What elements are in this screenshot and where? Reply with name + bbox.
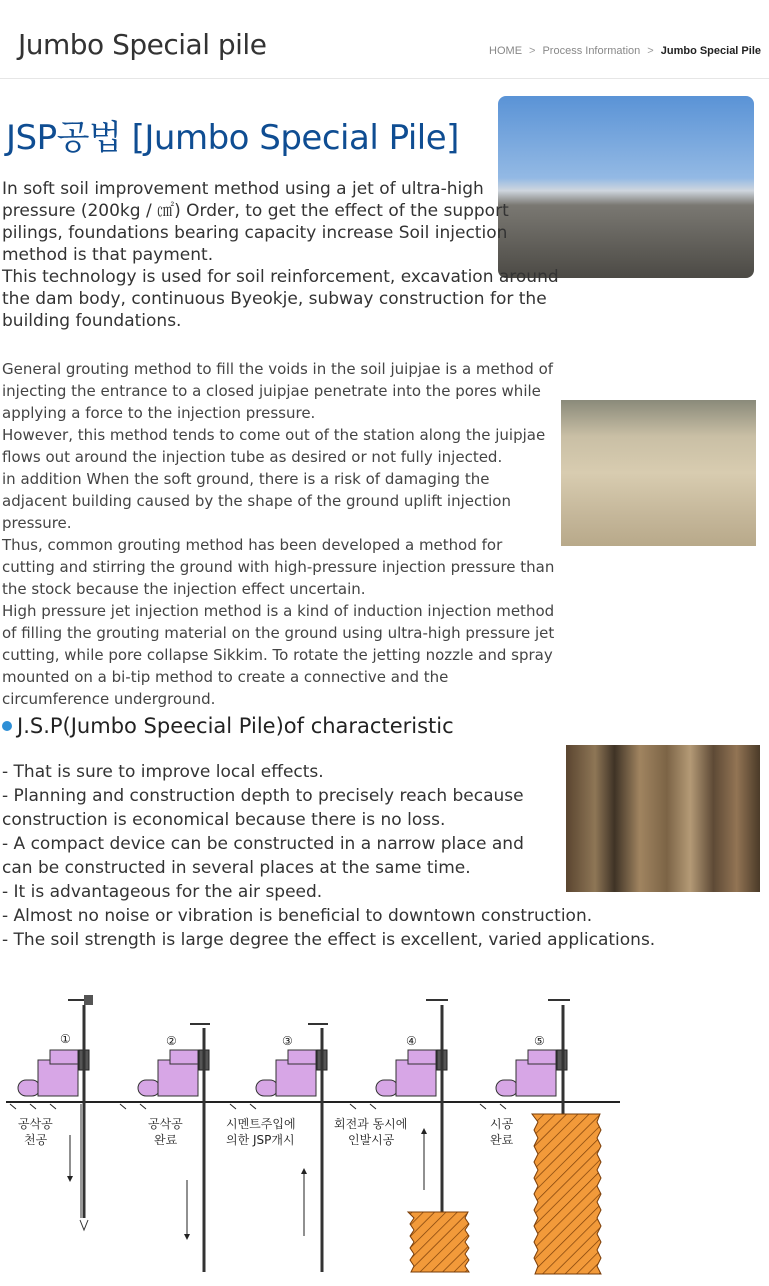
breadcrumb-home[interactable]: HOME — [489, 45, 523, 57]
description-line: in addition When the soft ground, there is a risk of damaging the adjacent building caused by the shape of the ground uplift injection pressure. — [2, 470, 511, 532]
breadcrumb — [489, 45, 761, 57]
step-number: ④ — [406, 1034, 417, 1048]
step-label: 공삭공 — [18, 1117, 53, 1131]
intro-paragraph: In soft soil improvement method using a jet of ultra-high pressure (200kg / ㎠) Order, to get the effect of the support pilings, foundations bearing capacity increase Soil injection method is that payment. — [2, 179, 509, 265]
step-label: 인발시공 — [348, 1133, 395, 1147]
description-line: However, this method tends to come out of the station along the juipjae flows out around the injection tube as desired or not fully injected. — [2, 426, 546, 466]
step-label: 시공 — [490, 1117, 514, 1131]
list-item: can be constructed in several places at the same time. — [2, 858, 471, 878]
section-title: JSP공법 [Jumbo Special Pile] — [6, 118, 459, 158]
characteristics-list — [2, 760, 702, 952]
step-3 — [256, 1024, 328, 1272]
chevron-right-icon: > — [647, 45, 654, 57]
page-title: Jumbo Special pile — [18, 28, 267, 61]
breadcrumb-process-information[interactable]: Process Information — [542, 45, 641, 57]
site-excavation-photo — [561, 400, 756, 546]
chevron-right-icon: > — [529, 45, 536, 57]
step-2 — [138, 1024, 210, 1272]
step-label: 회전과 동시에 — [334, 1117, 408, 1131]
step-number: ① — [60, 1032, 71, 1046]
description-line: Thus, common grouting method has been developed a method for cutting and stirring the ground with high-pressure injection pressure than the stock because the injection effect uncertain. — [2, 536, 555, 598]
breadcrumb-current: Jumbo Special Pile — [660, 45, 761, 57]
description-line: General grouting method to fill the voids in the soil juipjae is a method of injecting the entrance to a closed juipjae penetrate into the pores while applying a force to the injection pressure. — [2, 360, 554, 422]
step-number: ③ — [282, 1034, 293, 1048]
list-item: - A compact device can be constructed in a narrow place and — [2, 834, 524, 854]
characteristics-title: J.S.P(Jumbo Speecial Pile)of characteristic — [17, 714, 454, 738]
step-label: 의한 JSP개시 — [226, 1133, 295, 1147]
description-line: High pressure jet injection method is a kind of induction injection method of filling the grouting material on the ground using ultra-high pressure jet cutting, while pore collapse Sikkim. To rotate the jetting nozzle and spray mounted on a bi-tip method to create a connective and the circumference underground. — [2, 602, 555, 708]
list-item: - It is advantageous for the air speed. — [2, 882, 323, 902]
step-label: 시멘트주입에 — [226, 1117, 296, 1131]
list-item: construction is economical because there is no loss. — [2, 810, 446, 830]
step-number: ⑤ — [534, 1034, 545, 1048]
step-label: 완료 — [154, 1133, 178, 1147]
step-1 — [18, 995, 93, 1230]
step-number: ② — [166, 1034, 177, 1048]
page-header — [0, 0, 769, 79]
list-item: - Almost no noise or vibration is beneficial to downtown construction. — [2, 906, 593, 926]
list-item: - Planning and construction depth to precisely reach because — [2, 786, 524, 806]
step-label: 완료 — [490, 1133, 514, 1147]
step-label: 공삭공 — [148, 1117, 183, 1131]
list-item: - That is sure to improve local effects. — [2, 762, 324, 782]
jsp-process-diagram — [0, 990, 769, 1280]
intro-paragraph-2: This technology is used for soil reinforcement, excavation around the dam body, continuous Byeokje, subway construction for the building foundations. — [2, 267, 559, 331]
characteristics-heading — [2, 714, 454, 738]
bullet-icon — [2, 721, 12, 731]
step-label: 천공 — [24, 1133, 48, 1147]
intro-text — [2, 178, 562, 332]
list-item: - The soil strength is large degree the effect is excellent, varied applications. — [2, 930, 656, 950]
description-text — [2, 358, 558, 710]
